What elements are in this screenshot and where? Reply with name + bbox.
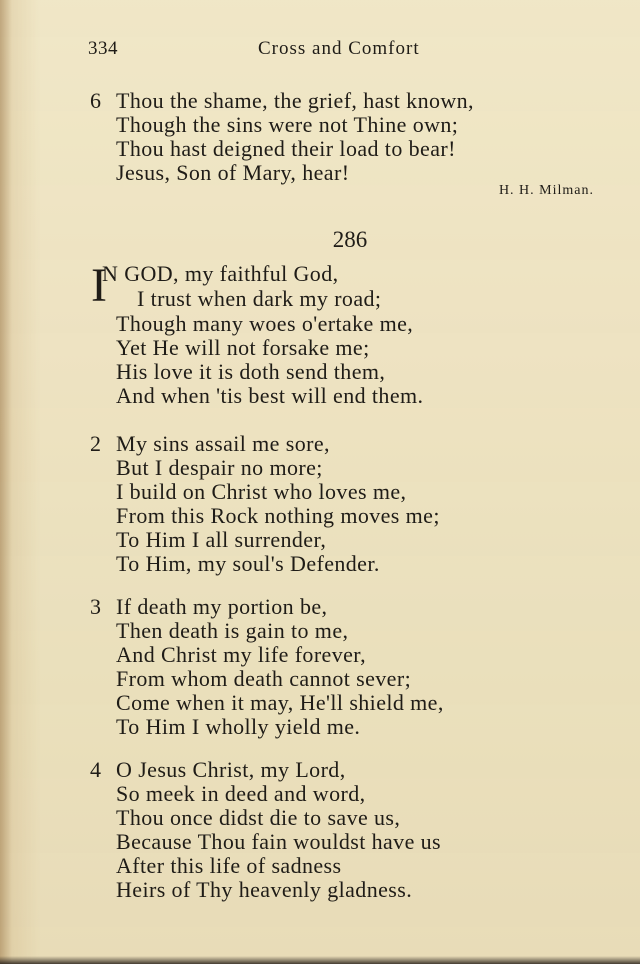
verse-line: To Him I wholly yield me. bbox=[116, 714, 361, 739]
verse-line: N GOD, my faithful God, bbox=[102, 261, 339, 286]
hymn-number: 286 bbox=[332, 227, 368, 252]
verse-line: From whom death cannot sever; bbox=[116, 666, 412, 691]
verse-line: To Him, my soul's Defender. bbox=[116, 551, 380, 576]
verse-line: Come when it may, He'll shield me, bbox=[116, 690, 444, 715]
verse-line: So meek in deed and word, bbox=[116, 781, 366, 806]
verse-line: And Christ my life forever, bbox=[116, 642, 367, 667]
verse-line: His love it is doth send them, bbox=[116, 359, 386, 384]
verse-line: Thou once didst die to save us, bbox=[116, 805, 401, 830]
verse-line: And when 'tis best will end them. bbox=[116, 383, 424, 408]
verse-line: Yet He will not forsake me; bbox=[116, 335, 370, 360]
page-header bbox=[88, 38, 608, 62]
drop-cap: I bbox=[91, 259, 107, 312]
verse-line: To Him I all surrender, bbox=[116, 527, 327, 552]
verse-line: But I despair no more; bbox=[116, 455, 323, 480]
verse-line: Though many woes o'ertake me, bbox=[116, 311, 414, 336]
verse-line: Heirs of Thy heavenly gladness. bbox=[116, 877, 413, 902]
stanza-number: 6 bbox=[90, 88, 101, 113]
running-title: Cross and Comfort bbox=[258, 38, 420, 59]
verse-line: I trust when dark my road; bbox=[137, 286, 382, 311]
page-number: 334 bbox=[88, 38, 118, 59]
verse-line: If death my portion be, bbox=[116, 594, 328, 619]
page-gutter-shadow bbox=[0, 0, 12, 964]
verse-line: My sins assail me sore, bbox=[116, 431, 330, 456]
verse-line: From this Rock nothing moves me; bbox=[116, 503, 440, 528]
verse-line: Thou the shame, the grief, hast known, bbox=[116, 88, 474, 113]
page-bottom-edge bbox=[0, 956, 640, 964]
verse-line: Jesus, Son of Mary, hear! bbox=[116, 160, 350, 185]
stanza-number: 3 bbox=[90, 594, 101, 619]
verse-line: After this life of sadness bbox=[116, 853, 342, 878]
stanza-number: 4 bbox=[90, 757, 101, 782]
verse-line: Because Thou fain wouldst have us bbox=[116, 829, 442, 854]
verse-line: Then death is gain to me, bbox=[116, 618, 349, 643]
verse-line: Thou hast deigned their load to bear! bbox=[116, 136, 456, 161]
verse-line: Though the sins were not Thine own; bbox=[116, 112, 459, 137]
verse-line: O Jesus Christ, my Lord, bbox=[116, 757, 346, 782]
author-attribution: H. H. Milman. bbox=[498, 183, 594, 198]
verse-line: I build on Christ who loves me, bbox=[116, 479, 407, 504]
stanza-number: 2 bbox=[90, 431, 101, 456]
